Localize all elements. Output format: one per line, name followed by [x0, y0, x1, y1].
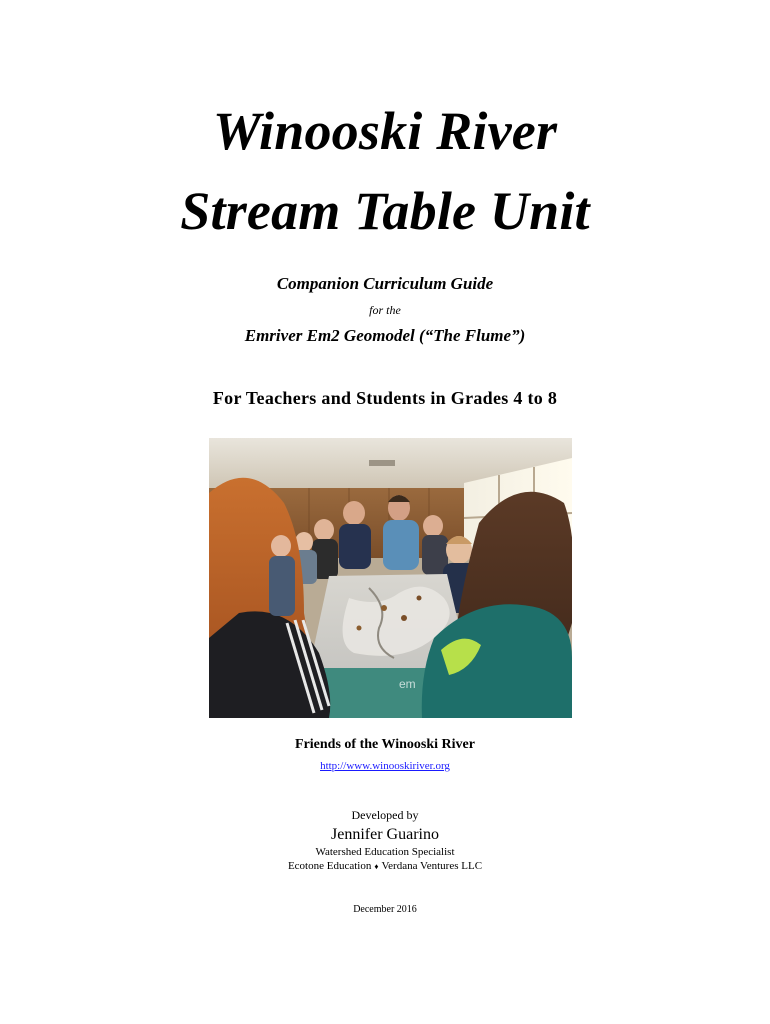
author-name: Jennifer Guarino	[331, 826, 439, 843]
cover-photo	[209, 438, 572, 718]
title-line-2: Stream Table Unit	[180, 181, 590, 241]
for-the-text: for the	[369, 303, 401, 317]
author-organizations	[0, 860, 770, 872]
org-1: Ecotone Education	[287, 860, 372, 872]
author-role: Watershed Education Specialist	[315, 846, 455, 858]
publication-date: December 2016	[353, 904, 417, 915]
org-2: Verdana Ventures LLC	[381, 860, 483, 872]
website-url[interactable]: http://www.winooskiriver.org	[320, 760, 450, 772]
audience-heading: For Teachers and Students in Grades 4 to 8	[212, 388, 558, 408]
geomodel-name: Emriver Em2 Geomodel (“The Flume”)	[244, 326, 526, 345]
title-line-1: Winooski River	[212, 101, 558, 161]
diamond-separator-icon: ♦	[374, 862, 379, 871]
organization-name: Friends of the Winooski River	[295, 737, 475, 752]
developed-by-label: Developed by	[351, 808, 419, 822]
svg-text:em: em	[399, 677, 416, 691]
subtitle: Companion Curriculum Guide	[276, 274, 494, 293]
website-link[interactable]	[0, 760, 770, 772]
